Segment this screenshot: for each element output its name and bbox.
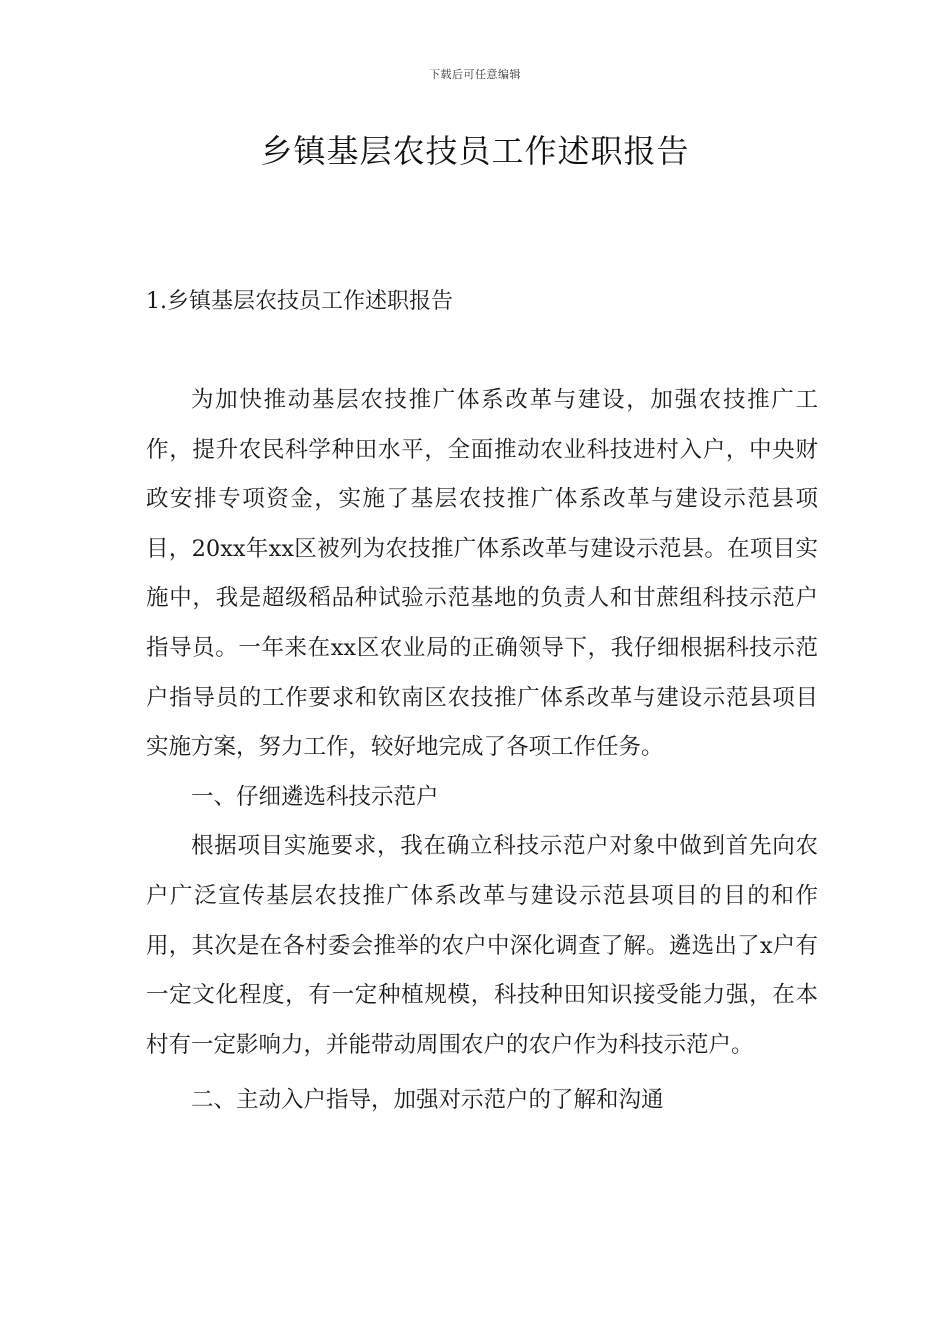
- document-title: 乡镇基层农技员工作述职报告: [260, 132, 690, 170]
- body-paragraph-intro: 为加快推动基层农技推广体系改革与建设，加强农技推广工作，提升农民科学种田水平，全面推动农业科技进村入户，中央财政安排专项资金，实施了基层农技推广体系改革与建设示范县项目，20xx年xx区被列为农技推广体系改革与建设示范县。在项目实施中，我是超级稻品种试验示范基地的负责人和甘蔗组科技示范户指导员。一年来在xx区农业局的正确领导下，我仔细根据科技示范户指导员的工作要求和钦南区农技推广体系改革与建设示范县项目实施方案，努力工作，较好地完成了各项工作任务。: [146, 387, 818, 761]
- body-paragraph-1: 根据项目实施要求，我在确立科技示范户对象中做到首先向农户广泛宣传基层农技推广体系改革与建设示范县项目的目的和作用，其次是在各村委会推举的农户中深化调查了解。遴选出了x户有一定文化程度，有一定种植规模，科技种田知识接受能力强，在本村有一定影响力，并能带动周围农户的农户作为科技示范户。: [146, 833, 818, 1058]
- subheading-2: 二、主动入户指导，加强对示范户的了解和沟通: [191, 1087, 664, 1114]
- document-body: [146, 376, 818, 1126]
- page-header-note: 下载后可任意编辑: [429, 68, 521, 81]
- section-title: 1.乡镇基层农技员工作述职报告: [146, 289, 453, 314]
- subheading-1: 一、仔细遴选科技示范户: [191, 783, 439, 810]
